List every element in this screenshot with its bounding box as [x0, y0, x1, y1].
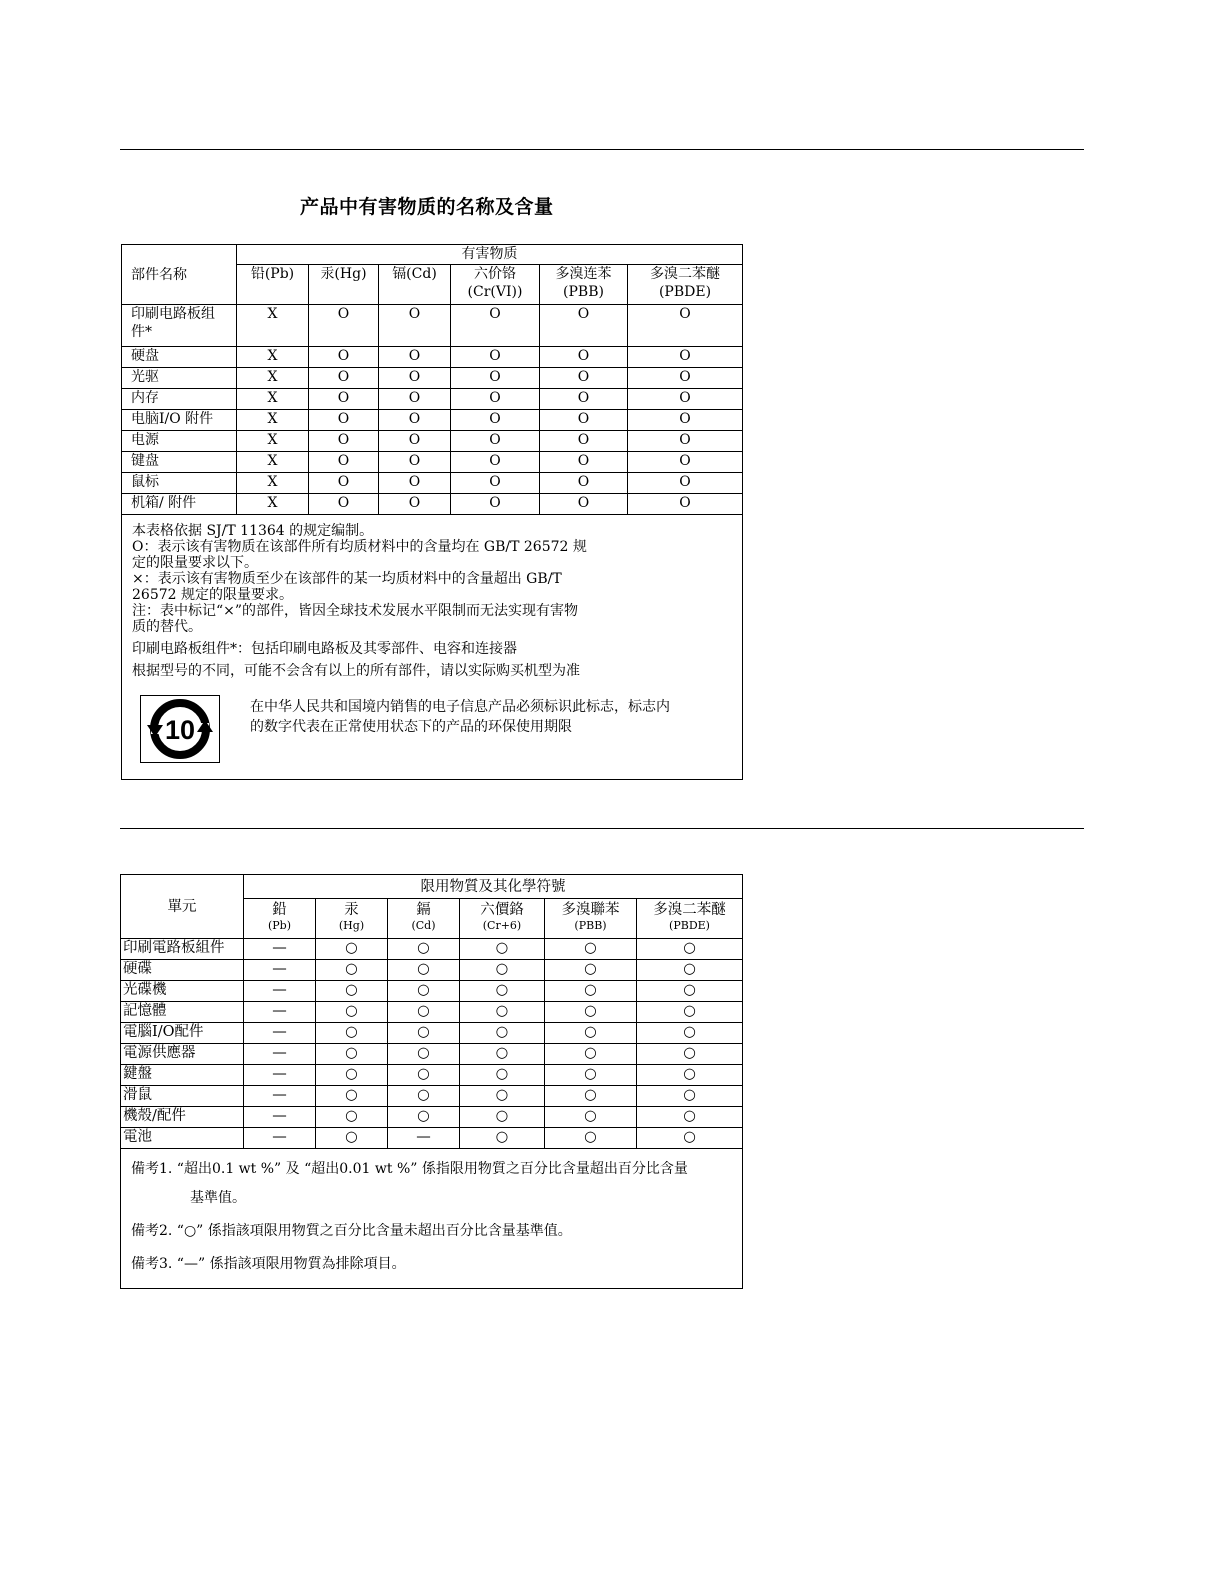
table-row: [121, 960, 743, 981]
restricted-value-cell: ○: [388, 1023, 460, 1044]
restricted-value-cell: ○: [316, 1002, 388, 1023]
remark-2: 備考2. “○” 係指該項限用物質之百分比含量未超出百分比含量基準值。: [131, 1223, 572, 1239]
unit-name-cell: 硬碟: [121, 960, 244, 981]
substance-value-cell: O: [309, 494, 379, 515]
substance-value-cell: X: [237, 494, 309, 515]
substance-value-cell: O: [309, 452, 379, 473]
restricted-value-cell: ○: [637, 1044, 743, 1065]
restricted-value-cell: ○: [460, 1107, 545, 1128]
restricted-value-cell: ○: [545, 1086, 637, 1107]
table-row: [122, 494, 743, 515]
substance-group-header: 有害物质: [237, 245, 743, 265]
restricted-value-cell: ○: [388, 1044, 460, 1065]
restricted-value-cell: ○: [637, 981, 743, 1002]
substance-value-cell: O: [451, 410, 540, 431]
substance-value-cell: O: [628, 347, 743, 368]
table-row: [122, 347, 743, 368]
restricted-substances-table-traditional: [120, 874, 743, 1289]
restricted-value-cell: ○: [637, 1002, 743, 1023]
restricted-value-cell: ○: [637, 1023, 743, 1044]
table-row: [121, 939, 743, 960]
substance-value-cell: X: [237, 431, 309, 452]
table-row: [121, 1023, 743, 1044]
restricted-value-cell: ○: [388, 1107, 460, 1128]
note-line: 根据型号的不同，可能不会含有以上的所有部件，请以实际购买机型为准: [132, 663, 580, 679]
restricted-substance-header: 多溴二苯醚 (PBDE): [637, 899, 743, 939]
restricted-value-cell: ○: [637, 1107, 743, 1128]
remark-1: 備考1. “超出0.1 wt %” 及 “超出0.01 wt %” 係指限用物質之百分比含量超出百分比含量 基準值。: [131, 1161, 688, 1206]
restricted-value-cell: ○: [316, 960, 388, 981]
substance-value-cell: O: [451, 452, 540, 473]
substance-value-cell: O: [540, 305, 628, 347]
restricted-value-cell: ○: [545, 1002, 637, 1023]
substance-value-cell: O: [540, 368, 628, 389]
substance-value-cell: O: [540, 347, 628, 368]
page-title: 产品中有害物质的名称及含量: [300, 196, 554, 218]
restricted-substance-group-header: 限用物質及其化學符號: [244, 875, 743, 899]
restricted-value-cell: ○: [388, 981, 460, 1002]
substance-value-cell: O: [540, 389, 628, 410]
restricted-value-cell: ○: [388, 960, 460, 981]
table-row: [122, 473, 743, 494]
substance-value-cell: X: [237, 473, 309, 494]
part-name-cell: 光驱: [122, 368, 237, 389]
substance-value-cell: O: [628, 410, 743, 431]
substance-value-cell: O: [451, 368, 540, 389]
substance-header-pbde: 多溴二苯醚 (PBDE): [628, 265, 743, 305]
substance-value-cell: O: [379, 389, 451, 410]
note-line: ×：表示该有害物质至少在该部件的某一均质材料中的含量超出 GB/T: [132, 571, 562, 587]
restricted-value-cell: ○: [460, 1065, 545, 1086]
table-row: [122, 452, 743, 473]
logo-explanation-line: 在中华人民共和国境内销售的电子信息产品必须标识此标志，标志内: [250, 699, 670, 715]
substance-value-cell: O: [379, 431, 451, 452]
note-line: 26572 规定的限量要求。: [132, 587, 293, 603]
restricted-value-cell: ○: [545, 981, 637, 1002]
unit-name-cell: 記憶體: [121, 1002, 244, 1023]
substance-value-cell: X: [237, 347, 309, 368]
substance-value-cell: O: [628, 494, 743, 515]
part-name-cell: 电源: [122, 431, 237, 452]
restricted-value-cell: ○: [388, 939, 460, 960]
restricted-value-cell: ○: [545, 960, 637, 981]
restricted-substance-header: 六價鉻 (Cr+6): [460, 899, 545, 939]
substance-value-cell: O: [628, 431, 743, 452]
restricted-value-cell: ○: [637, 1128, 743, 1149]
restricted-value-cell: ○: [460, 1023, 545, 1044]
substance-value-cell: O: [451, 305, 540, 347]
unit-name-cell: 機殼/配件: [121, 1107, 244, 1128]
substance-value-cell: O: [309, 431, 379, 452]
restricted-value-cell: ○: [460, 1128, 545, 1149]
substance-value-cell: O: [451, 389, 540, 410]
substance-header-pbb: 多溴连苯 (PBB): [540, 265, 628, 305]
unit-name-cell: 電腦I/O配件: [121, 1023, 244, 1044]
remark-3: 備考3. “—” 係指該項限用物質為排除項目。: [131, 1256, 406, 1272]
hazardous-substances-table-simplified: [121, 244, 743, 780]
restricted-value-cell: ○: [545, 1107, 637, 1128]
restricted-value-cell: ○: [460, 960, 545, 981]
restricted-value-cell: ○: [460, 1002, 545, 1023]
substance-value-cell: O: [309, 305, 379, 347]
substance-header-pb: 铅(Pb): [237, 265, 309, 305]
restricted-value-cell: —: [244, 1023, 316, 1044]
efup-number: 10: [164, 715, 196, 745]
restricted-value-cell: ○: [388, 1002, 460, 1023]
unit-name-cell: 滑鼠: [121, 1086, 244, 1107]
restricted-value-cell: ○: [460, 1086, 545, 1107]
substance-value-cell: O: [309, 410, 379, 431]
restricted-value-cell: ○: [637, 939, 743, 960]
restricted-substance-header: 汞 (Hg): [316, 899, 388, 939]
unit-name-cell: 電源供應器: [121, 1044, 244, 1065]
substance-value-cell: O: [540, 494, 628, 515]
restricted-value-cell: ○: [316, 1086, 388, 1107]
unit-name-cell: 印刷電路板組件: [121, 939, 244, 960]
table-row: [121, 1002, 743, 1023]
substance-value-cell: O: [628, 389, 743, 410]
table-row: [121, 1086, 743, 1107]
part-name-cell: 电脑I/O 附件: [122, 410, 237, 431]
restricted-value-cell: ○: [316, 1107, 388, 1128]
substance-value-cell: O: [309, 368, 379, 389]
substance-value-cell: O: [309, 347, 379, 368]
middle-divider: [120, 828, 1084, 829]
logo-explanation-line: 的数字代表在正常使用状态下的产品的环保使用期限: [250, 719, 572, 735]
substance-value-cell: O: [379, 473, 451, 494]
restricted-value-cell: ○: [637, 1065, 743, 1086]
restricted-value-cell: ○: [545, 1023, 637, 1044]
restricted-value-cell: ○: [316, 1065, 388, 1086]
part-name-cell: 鼠标: [122, 473, 237, 494]
part-name-cell: 机箱/ 附件: [122, 494, 237, 515]
substance-value-cell: O: [379, 347, 451, 368]
substance-value-cell: O: [540, 473, 628, 494]
unit-name-cell: 電池: [121, 1128, 244, 1149]
restricted-value-cell: —: [244, 1065, 316, 1086]
substance-value-cell: O: [379, 494, 451, 515]
substance-value-cell: O: [540, 452, 628, 473]
table-row: [121, 981, 743, 1002]
part-name-cell: 硬盘: [122, 347, 237, 368]
restricted-value-cell: ○: [388, 1065, 460, 1086]
restricted-value-cell: ○: [460, 939, 545, 960]
substance-header-cd: 镉(Cd): [379, 265, 451, 305]
restricted-value-cell: —: [244, 939, 316, 960]
substance-value-cell: O: [309, 389, 379, 410]
restricted-value-cell: ○: [316, 939, 388, 960]
table-row: [121, 1044, 743, 1065]
substance-value-cell: O: [628, 473, 743, 494]
restricted-value-cell: —: [244, 1086, 316, 1107]
efup-10-logo: [140, 695, 220, 763]
restricted-value-cell: —: [244, 1128, 316, 1149]
restricted-value-cell: —: [244, 1107, 316, 1128]
table-row: [122, 431, 743, 452]
restricted-value-cell: ○: [545, 1044, 637, 1065]
restricted-value-cell: ○: [316, 981, 388, 1002]
restricted-substance-header: 鉛 (Pb): [244, 899, 316, 939]
substance-value-cell: X: [237, 305, 309, 347]
substance-value-cell: O: [451, 494, 540, 515]
substance-header-cr6: 六价铬 (Cr(VI)): [451, 265, 540, 305]
table-row: [121, 1107, 743, 1128]
substance-value-cell: O: [628, 452, 743, 473]
substance-value-cell: O: [540, 431, 628, 452]
restricted-value-cell: ○: [316, 1044, 388, 1065]
substance-value-cell: X: [237, 368, 309, 389]
restricted-value-cell: ○: [545, 1065, 637, 1086]
substance-value-cell: O: [309, 473, 379, 494]
note-line: 印刷电路板组件*：包括印刷电路板及其零部件、电容和连接器: [132, 641, 517, 657]
substance-value-cell: O: [451, 431, 540, 452]
substance-value-cell: O: [628, 368, 743, 389]
top-divider: [120, 149, 1084, 150]
restricted-value-cell: ○: [316, 1023, 388, 1044]
note-line: 本表格依据 SJ/T 11364 的规定编制。: [132, 523, 374, 539]
table-row: [122, 389, 743, 410]
note-line: 质的替代。: [132, 619, 202, 635]
restricted-value-cell: ○: [637, 960, 743, 981]
restricted-value-cell: ○: [545, 1128, 637, 1149]
table-row: [122, 368, 743, 389]
substance-value-cell: O: [379, 305, 451, 347]
restricted-value-cell: —: [244, 981, 316, 1002]
table-row: [121, 1065, 743, 1086]
restricted-value-cell: ○: [316, 1128, 388, 1149]
restricted-value-cell: —: [244, 1044, 316, 1065]
substance-header-hg: 汞(Hg): [309, 265, 379, 305]
restricted-substance-header: 鎘 (Cd): [388, 899, 460, 939]
substance-value-cell: O: [451, 473, 540, 494]
table-row: [121, 1128, 743, 1149]
substance-value-cell: X: [237, 410, 309, 431]
part-name-header: 部件名称: [122, 245, 237, 305]
part-name-cell: 键盘: [122, 452, 237, 473]
substance-value-cell: O: [540, 410, 628, 431]
part-name-cell: 印刷电路板组 件*: [122, 305, 237, 347]
substance-value-cell: O: [628, 305, 743, 347]
restricted-value-cell: ○: [460, 981, 545, 1002]
restricted-value-cell: ○: [637, 1086, 743, 1107]
substance-value-cell: O: [379, 410, 451, 431]
restricted-value-cell: ○: [545, 939, 637, 960]
table-row: [122, 410, 743, 431]
note-line: 注：表中标记“×”的部件，皆因全球技术发展水平限制而无法实现有害物: [132, 603, 579, 619]
substance-value-cell: O: [379, 368, 451, 389]
substance-value-cell: O: [451, 347, 540, 368]
remarks-section: [121, 1149, 743, 1289]
note-line: O：表示该有害物质在该部件所有均质材料中的含量均在 GB/T 26572 规: [132, 539, 587, 555]
notes-section: [122, 515, 743, 780]
substance-value-cell: O: [379, 452, 451, 473]
unit-name-cell: 鍵盤: [121, 1065, 244, 1086]
unit-name-cell: 光碟機: [121, 981, 244, 1002]
substance-value-cell: X: [237, 389, 309, 410]
restricted-value-cell: ○: [388, 1086, 460, 1107]
part-name-cell: 内存: [122, 389, 237, 410]
restricted-value-cell: —: [244, 960, 316, 981]
restricted-value-cell: ○: [460, 1044, 545, 1065]
substance-value-cell: X: [237, 452, 309, 473]
table-row: [122, 305, 743, 347]
unit-header: 單元: [121, 875, 244, 939]
note-line: 定的限量要求以下。: [132, 555, 258, 571]
restricted-value-cell: —: [388, 1128, 460, 1149]
restricted-substance-header: 多溴聯苯 (PBB): [545, 899, 637, 939]
restricted-value-cell: —: [244, 1002, 316, 1023]
